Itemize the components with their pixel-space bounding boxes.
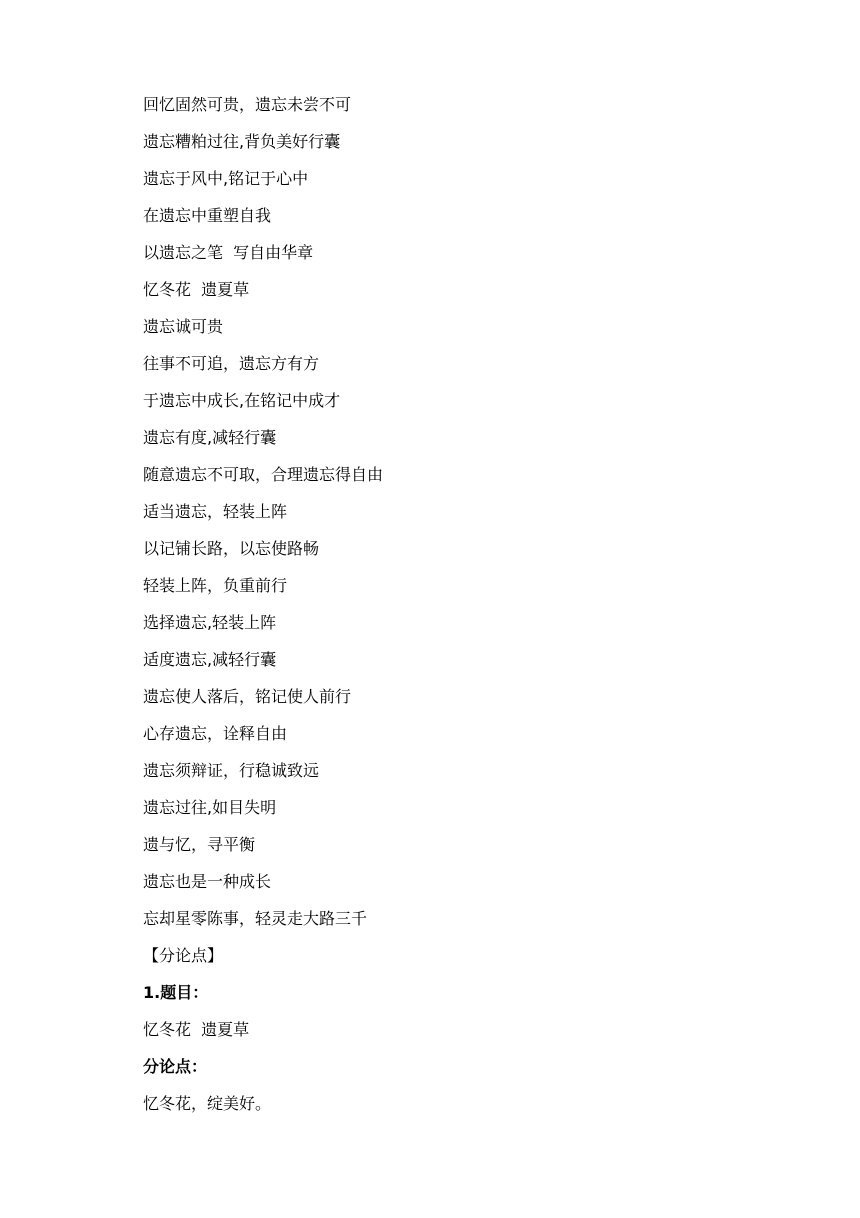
text-line: 适当遗忘，轻装上阵 bbox=[143, 502, 288, 521]
text-line: 遗忘糟粕过往,背负美好行囊 bbox=[143, 132, 341, 151]
text-line: 适度遗忘,减轻行囊 bbox=[143, 650, 277, 669]
text-line: 以记铺长路，以忘使路畅 bbox=[143, 539, 320, 558]
text-line: 往事不可追，遗忘方有方 bbox=[143, 354, 320, 373]
text-line: 遗忘须辩证，行稳诚致远 bbox=[143, 761, 320, 780]
text-line: 忘却星零陈事，轻灵走大路三千 bbox=[143, 909, 368, 928]
text-line: 遗忘也是一种成长 bbox=[143, 872, 272, 891]
text-line: 忆冬花，绽美好。 bbox=[143, 1094, 272, 1113]
text-line: 忆冬花 遗夏草 bbox=[143, 280, 250, 299]
text-line: 遗忘有度,减轻行囊 bbox=[143, 428, 277, 447]
subheading-sub-arguments-label: 分论点： bbox=[143, 1057, 208, 1076]
section-heading: 【分论点】 bbox=[143, 946, 224, 965]
text-line: 随意遗忘不可取，合理遗忘得自由 bbox=[143, 465, 384, 484]
text-line: 遗忘诚可贵 bbox=[143, 317, 224, 336]
text-line: 遗忘使人落后，铭记使人前行 bbox=[143, 687, 352, 706]
text-line: 轻装上阵，负重前行 bbox=[143, 576, 288, 595]
document-page bbox=[143, 86, 763, 1122]
text-line: 遗忘过往,如目失明 bbox=[143, 798, 277, 817]
text-line: 遗与忆，寻平衡 bbox=[143, 835, 256, 854]
text-line: 回忆固然可贵，遗忘未尝不可 bbox=[143, 95, 352, 114]
text-line: 心存遗忘，诠释自由 bbox=[143, 724, 288, 743]
text-line: 选择遗忘,轻装上阵 bbox=[143, 613, 277, 632]
text-line: 于遗忘中成长,在铭记中成才 bbox=[143, 391, 341, 410]
text-line: 遗忘于风中,铭记于心中 bbox=[143, 169, 309, 188]
text-line: 忆冬花 遗夏草 bbox=[143, 1020, 250, 1039]
text-line: 以遗忘之笔 写自由华章 bbox=[143, 243, 314, 262]
text-line: 在遗忘中重塑自我 bbox=[143, 206, 272, 225]
subheading-title-label: 1.题目： bbox=[143, 983, 209, 1002]
